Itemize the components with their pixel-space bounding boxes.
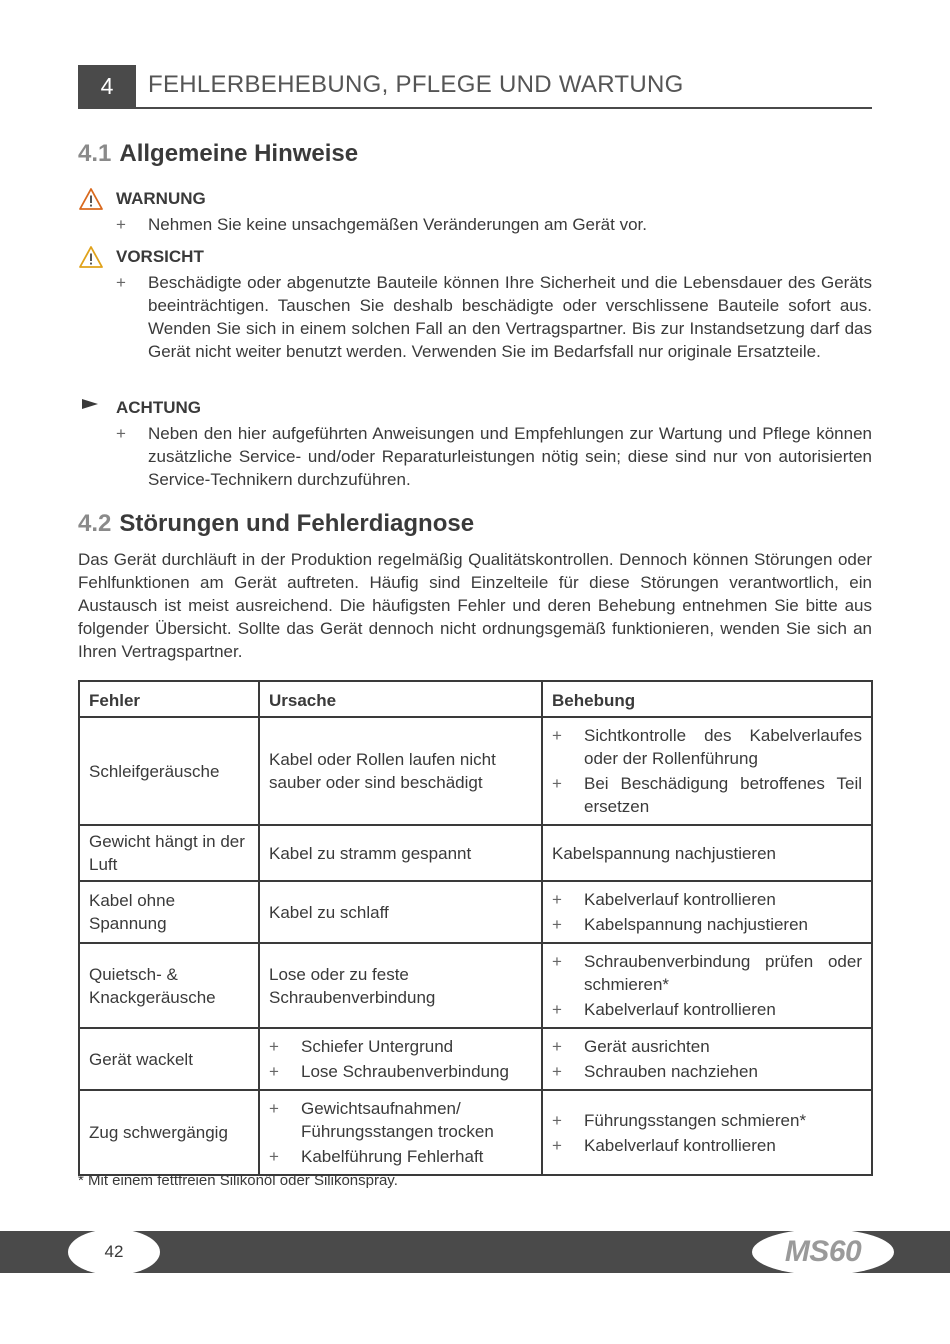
bullet-plus: +	[552, 952, 562, 971]
notice-title: VORSICHT	[116, 247, 204, 266]
caution-triangle-icon	[78, 245, 104, 269]
list-item	[552, 950, 862, 996]
list-item-text: Kabelspannung nachjustieren	[584, 915, 809, 934]
section-title: Allgemeine Hinweise	[119, 140, 359, 167]
bullet-plus: +	[552, 774, 562, 793]
cell-behebung	[542, 825, 872, 881]
list-item-text: Lose Schraubenverbindung	[301, 1062, 509, 1081]
arrow-pointer-icon	[78, 396, 104, 420]
page-number-text: 42	[104, 1242, 124, 1261]
cell-ursache	[259, 881, 542, 943]
cell-fehler: Gewicht hängt in der Luft	[79, 825, 259, 881]
bullet-list	[552, 724, 862, 818]
list-item-text: Sichtkontrolle des Kabelverlaufes oder der Rollenführung	[584, 726, 862, 768]
notice-warning	[78, 189, 872, 236]
list-item	[552, 888, 862, 911]
list-item-text: Schiefer Untergrund	[301, 1037, 454, 1056]
column-header: Ursache	[259, 681, 542, 717]
notice-text: Beschädigte oder abgenutzte Bauteile können Ihre Sicherheit und die Lebensdauer des Geräts beeinträchtigen. Tauschen Sie deshalb beschädigte oder verschlissene Bauteile sofort aus. Wenden Sie sich in einem solchen Fall an den Vertragspartner. Bis zur Instandsetzung darf das Gerät nicht weiter benutzt werden. Verwenden Sie im Bedarfsfall nur originale Ersatzteile.	[148, 273, 872, 361]
footnote: * Mit einem fettfreien Silikonöl oder Silikonspray.	[78, 1172, 398, 1189]
section-number: 4.1	[78, 140, 112, 167]
cell-fehler: Schleifgeräusche	[79, 717, 259, 825]
bullet-list	[552, 888, 862, 936]
list-item	[269, 1060, 532, 1083]
cell-text: Lose oder zu feste Schraubenverbindung	[269, 964, 436, 1007]
warning-triangle-icon	[78, 187, 104, 211]
bullet-plus: +	[552, 1037, 562, 1056]
list-item-text: Führungsstangen schmieren*	[584, 1110, 807, 1130]
table-row	[79, 825, 872, 881]
list-item	[552, 1109, 862, 1132]
list-item-text: Bei Beschädigung betroffenes Teil ersetzen	[584, 774, 862, 816]
notice-title: WARNUNG	[116, 189, 206, 208]
section-number: 4.2	[78, 510, 112, 537]
column-header: Behebung	[542, 681, 872, 717]
bullet-plus: +	[116, 215, 126, 234]
section-heading-4-1	[78, 140, 358, 168]
bullet-list	[552, 1035, 862, 1083]
chapter-header	[78, 65, 872, 109]
list-item	[552, 1060, 862, 1083]
cell-ursache	[259, 1090, 542, 1175]
list-item	[552, 913, 862, 936]
notice-attention	[78, 398, 872, 491]
troubleshooting-table	[78, 680, 873, 1176]
brand-text: MS60	[784, 1235, 862, 1268]
table-header-row	[79, 681, 872, 717]
list-item	[269, 1145, 532, 1168]
notice-caution	[78, 247, 872, 363]
list-item-text: Kabelverlauf kontrollieren	[584, 1000, 776, 1019]
list-item	[552, 1134, 862, 1157]
bullet-plus: +	[552, 1110, 562, 1130]
list-item-text: Schraubenverbindung prüfen oder schmieren*	[584, 952, 862, 994]
bullet-list	[269, 1035, 532, 1083]
bullet-plus: +	[269, 1099, 279, 1118]
list-item-text: Schrauben nachziehen	[584, 1062, 758, 1081]
list-item-text: Gerät ausrichten	[584, 1037, 710, 1056]
list-item	[552, 998, 862, 1021]
list-item	[269, 1035, 532, 1058]
list-item-text: Kabelführung Fehlerhaft	[301, 1147, 484, 1166]
cell-text: Kabelspannung nachjustieren	[552, 843, 777, 863]
list-item	[552, 772, 862, 818]
notice-item	[116, 213, 872, 236]
cell-text: Kabel oder Rollen laufen nicht sauber oder sind beschädigt	[269, 750, 496, 792]
table-row	[79, 881, 872, 943]
list-item	[552, 724, 862, 770]
cell-ursache	[259, 717, 542, 825]
bullet-plus: +	[269, 1037, 279, 1056]
cell-fehler: Quietsch- & Knackgeräusche	[79, 943, 259, 1028]
bullet-plus: +	[116, 273, 126, 292]
cell-behebung	[542, 943, 872, 1028]
cell-behebung	[542, 717, 872, 825]
cell-behebung	[542, 881, 872, 943]
notice-text: Neben den hier aufgeführten Anweisungen und Empfehlungen zur Wartung und Pflege können zusätzliche Service- und/oder Reparaturleistungen nötig sein; diese sind nur von autorisierten Service-Technikern durchzuführen.	[148, 424, 872, 489]
cell-ursache	[259, 1028, 542, 1090]
bullet-list	[269, 1097, 532, 1168]
cell-fehler: Gerät wackelt	[79, 1028, 259, 1090]
cell-fehler: Kabel ohne Spannung	[79, 881, 259, 943]
chapter-title: FEHLERBEHEBUNG, PFLEGE UND WARTUNG	[148, 71, 684, 98]
cell-text: Kabel zu schlaff	[269, 902, 389, 922]
bullet-plus: +	[269, 1062, 279, 1081]
table-row	[79, 1028, 872, 1090]
bullet-list	[552, 950, 862, 1021]
bullet-plus: +	[552, 1062, 562, 1081]
table-body	[79, 717, 872, 1175]
list-item	[552, 1035, 862, 1058]
cell-ursache	[259, 825, 542, 881]
notice-item	[116, 271, 872, 363]
cell-behebung	[542, 1090, 872, 1175]
bullet-plus: +	[552, 890, 562, 909]
section-heading-4-2	[78, 510, 474, 538]
bullet-plus: +	[552, 726, 562, 745]
cell-fehler: Zug schwergängig	[79, 1090, 259, 1175]
intro-paragraph: Das Gerät durchläuft in der Produktion regelmäßig Qualitätskontrollen. Dennoch können Störungen oder Fehlfunktionen am Gerät auftreten. Häufig sind Einzelteile für diese Störungen verantwortlich, ein Austausch ist meist ausreichend. Die häufigsten Fehler und deren Behebung entnehmen Sie bitte aus folgender Übersicht. Sollte das Gerät dennoch nicht ordnungsgemäß funktionieren, wenden Sie sich an Ihren Vertragspartner.	[78, 550, 872, 661]
notice-item	[116, 422, 872, 491]
cell-behebung	[542, 1028, 872, 1090]
bullet-plus: +	[116, 424, 126, 443]
list-item-text: Gewichtsaufnahmen/ Führungsstangen trocken	[301, 1099, 494, 1141]
table-row	[79, 943, 872, 1028]
list-item	[269, 1097, 532, 1143]
brand-logo	[752, 1229, 894, 1275]
notice-text: Nehmen Sie keine unsachgemäßen Veränderungen am Gerät vor.	[148, 215, 647, 234]
table-row	[79, 1090, 872, 1175]
list-item-text: Kabelverlauf kontrollieren	[584, 1135, 776, 1155]
bullet-list	[552, 1109, 862, 1157]
cell-text: Kabel zu stramm gespannt	[269, 843, 472, 863]
bullet-plus: +	[552, 1135, 562, 1155]
table-row	[79, 717, 872, 825]
list-item-text: Kabelverlauf kontrollieren	[584, 890, 776, 909]
section-title: Störungen und Fehlerdiagnose	[119, 510, 475, 537]
notice-title: ACHTUNG	[116, 398, 201, 417]
cell-ursache	[259, 943, 542, 1028]
column-header: Fehler	[79, 681, 259, 717]
bullet-plus: +	[269, 1147, 279, 1166]
bullet-plus: +	[552, 915, 562, 934]
bullet-plus: +	[552, 1000, 562, 1019]
chapter-number: 4	[78, 65, 136, 107]
page-number	[68, 1229, 160, 1275]
